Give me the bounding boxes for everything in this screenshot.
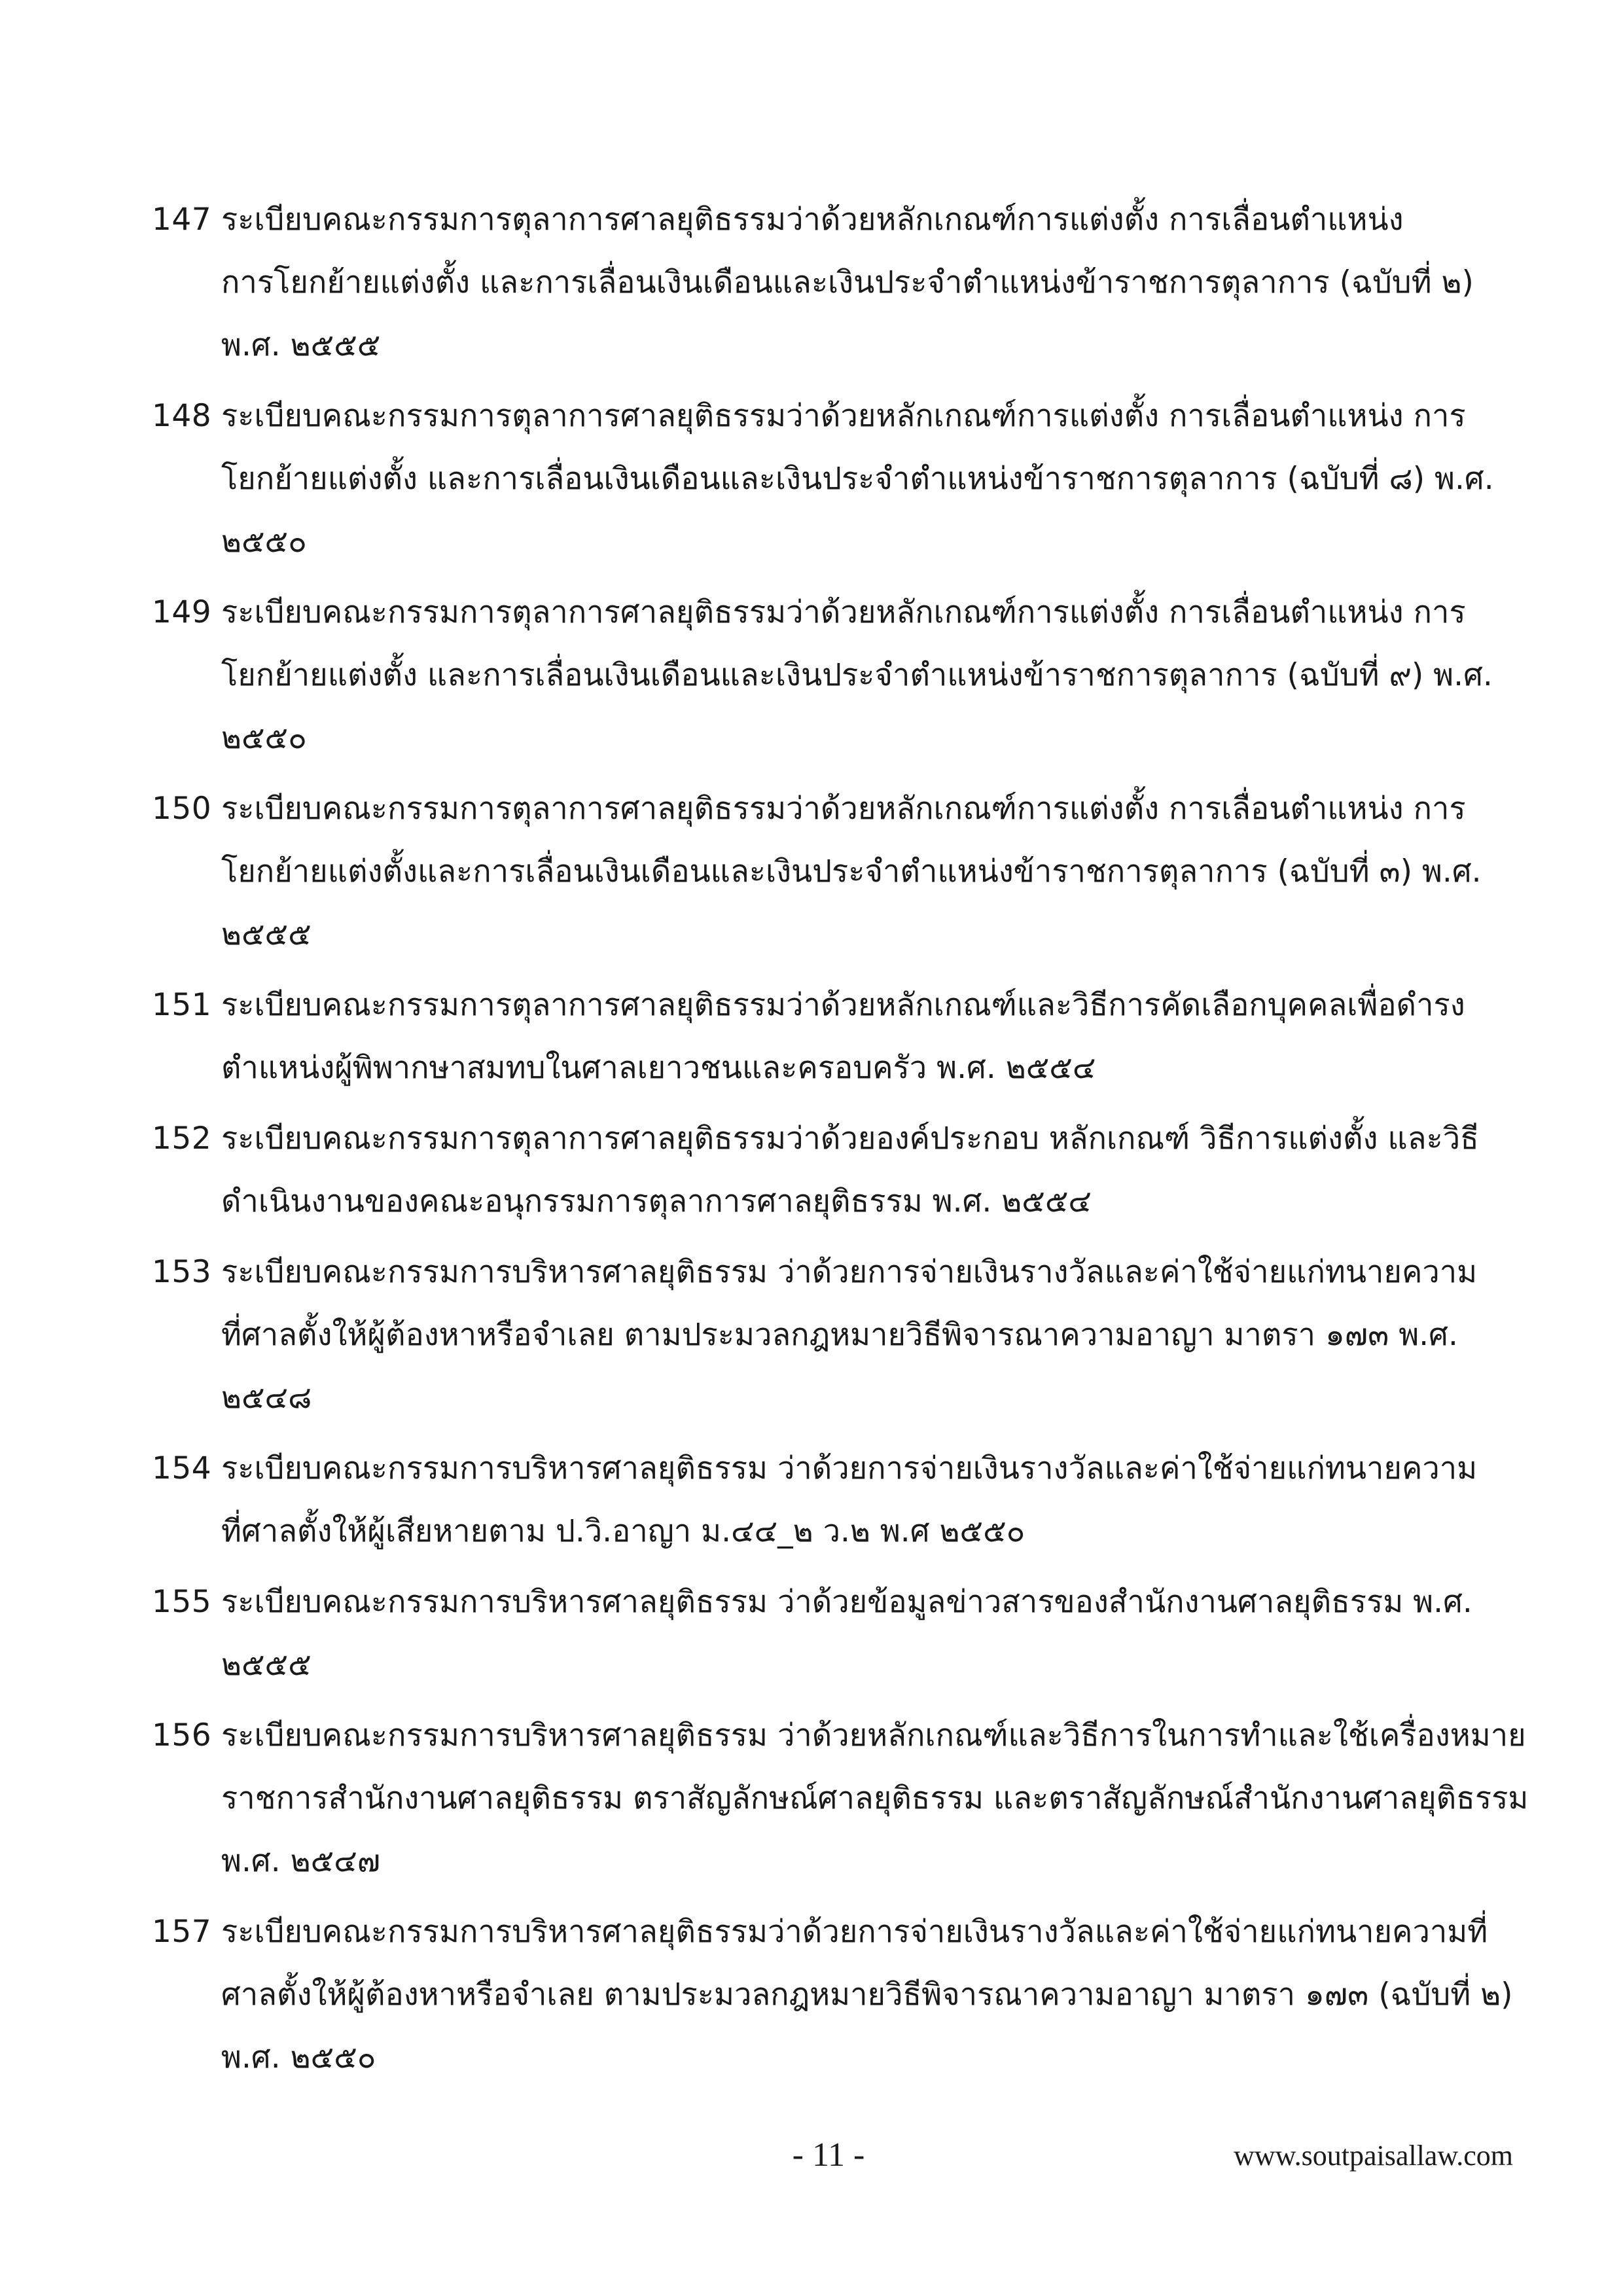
entry-text-line: ๒๕๕๕ — [221, 916, 312, 952]
entry-number: 150 — [152, 791, 212, 827]
entry-text-line: ระเบียบคณะกรรมการบริหารศาลยุติธรรม ว่าด้วยข้อมูลข่าวสารของสำนักงานศาลยุติธรรม พ.ศ. — [221, 1584, 1472, 1620]
entry-text-line: โยกย้ายแต่งตั้ง และการเลื่อนเงินเดือนและเงินประจำตำแหน่งข้าราชการตุลาการ (ฉบับที่ ๘) พ.ศ. — [221, 461, 1494, 497]
entry-text-line: ระเบียบคณะกรรมการตุลาการศาลยุติธรรมว่าด้วยหลักเกณฑ์การแต่งตั้ง การเลื่อนตำแหน่ง การ — [221, 594, 1466, 630]
entry-text — [221, 778, 1513, 966]
entry-text-line: ศาลตั้งให้ผู้ต้องหาหรือจำเลย ตามประมวลกฎหมายวิธีพิจารณาความอาญา มาตรา ๑๗๓ (ฉบับที่ ๒) — [221, 1977, 1513, 2013]
entry-text-line: ราชการสำนักงานศาลยุติธรรม ตราสัญลักษณ์ศาลยุติธรรม และตราสัญลักษณ์สำนักงานศาลยุติธรรม — [221, 1780, 1529, 1816]
regulation-entry — [152, 974, 1513, 1100]
entry-text-line: การโยกย้ายแต่งตั้ง และการเลื่อนเงินเดือนและเงินประจำตำแหน่งข้าราชการตุลาการ (ฉบับที่ ๒) — [221, 264, 1474, 300]
entry-text-line: ระเบียบคณะกรรมการตุลาการศาลยุติธรรมว่าด้วยหลักเกณฑ์การแต่งตั้ง การเลื่อนตำแหน่ง — [221, 202, 1404, 238]
entry-text — [221, 1241, 1513, 1429]
entry-number: 153 — [152, 1254, 212, 1290]
entry-text — [221, 1107, 1513, 1233]
entry-text-line: ระเบียบคณะกรรมการบริหารศาลยุติธรรม ว่าด้วยการจ่ายเงินรางวัลและค่าใช้จ่ายแก่ทนายความ — [221, 1254, 1478, 1290]
entry-text-line: โยกย้ายแต่งตั้งและการเลื่อนเงินเดือนและเงินประจำตำแหน่งข้าราชการตุลาการ (ฉบับที่ ๓) พ.ศ. — [221, 853, 1482, 889]
entry-text-line: ระเบียบคณะกรรมการบริหารศาลยุติธรรม ว่าด้วยหลักเกณฑ์และวิธีการในการทำและใช้เครื่องหมาย — [221, 1717, 1526, 1753]
entry-text — [221, 1901, 1513, 2089]
entry-text — [221, 1437, 1513, 1563]
entry-number: 156 — [152, 1717, 212, 1753]
regulation-entry — [152, 1241, 1513, 1429]
page-number: - 11 - — [792, 2136, 865, 2174]
regulation-entry — [152, 1901, 1513, 2089]
regulation-entry — [152, 581, 1513, 770]
entry-text — [221, 974, 1513, 1100]
entry-text-line: ๒๕๕๕ — [221, 1647, 312, 1683]
entry-number: 151 — [152, 987, 212, 1023]
entry-text-line: ระเบียบคณะกรรมการตุลาการศาลยุติธรรมว่าด้วยหลักเกณฑ์การแต่งตั้ง การเลื่อนตำแหน่ง การ — [221, 791, 1466, 827]
entry-text — [221, 188, 1513, 377]
regulation-entry — [152, 385, 1513, 573]
entry-text-line: ที่ศาลตั้งให้ผู้ต้องหาหรือจำเลย ตามประมวลกฎหมายวิธีพิจารณาความอาญา มาตรา ๑๗๓ พ.ศ. — [221, 1317, 1458, 1353]
entry-text-line: พ.ศ. ๒๕๔๗ — [221, 1843, 381, 1879]
entry-text-line: ๒๕๕๐ — [221, 524, 307, 560]
entry-text-line: ๒๕๕๐ — [221, 720, 307, 756]
entry-text-line: ระเบียบคณะกรรมการตุลาการศาลยุติธรรมว่าด้วยหลักเกณฑ์การแต่งตั้ง การเลื่อนตำแหน่ง การ — [221, 398, 1466, 434]
entry-text-line: พ.ศ. ๒๕๕๐ — [221, 2039, 376, 2075]
regulation-entry — [152, 1107, 1513, 1233]
regulation-list — [152, 188, 1529, 2097]
entry-text — [221, 581, 1513, 770]
entry-text — [221, 385, 1513, 573]
entry-number: 148 — [152, 398, 212, 434]
regulation-entry — [152, 188, 1513, 377]
entry-text-line: ระเบียบคณะกรรมการบริหารศาลยุติธรรมว่าด้วยการจ่ายเงินรางวัลและค่าใช้จ่ายแก่ทนายความที่ — [221, 1914, 1488, 1950]
entry-text-line: ดำเนินงานของคณะอนุกรรมการตุลาการศาลยุติธรรม พ.ศ. ๒๕๕๔ — [221, 1183, 1092, 1219]
regulation-entry — [152, 1571, 1513, 1696]
entry-number: 152 — [152, 1121, 212, 1157]
entry-number: 157 — [152, 1914, 212, 1950]
entry-text-line: ตำแหน่งผู้พิพากษาสมทบในศาลเยาวชนและครอบครัว พ.ศ. ๒๕๕๔ — [221, 1050, 1096, 1086]
entry-text-line: ระเบียบคณะกรรมการตุลาการศาลยุติธรรมว่าด้วยองค์ประกอบ หลักเกณฑ์ วิธีการแต่งตั้ง และวิธี — [221, 1121, 1479, 1157]
entry-text — [221, 1704, 1528, 1893]
website-url: www.soutpaisallaw.com — [1234, 2140, 1513, 2172]
entry-text-line: ระเบียบคณะกรรมการตุลาการศาลยุติธรรมว่าด้วยหลักเกณฑ์และวิธีการคัดเลือกบุคคลเพื่อดำรง — [221, 987, 1465, 1023]
regulation-entry — [152, 1437, 1513, 1563]
entry-number: 147 — [152, 202, 212, 238]
entry-number: 149 — [152, 594, 212, 630]
entry-text-line: พ.ศ. ๒๕๕๕ — [221, 327, 381, 363]
entry-text-line: โยกย้ายแต่งตั้ง และการเลื่อนเงินเดือนและเงินประจำตำแหน่งข้าราชการตุลาการ (ฉบับที่ ๙) พ.ศ. — [221, 657, 1493, 693]
entry-text-line: ระเบียบคณะกรรมการบริหารศาลยุติธรรม ว่าด้วยการจ่ายเงินรางวัลและค่าใช้จ่ายแก่ทนายความ — [221, 1450, 1478, 1486]
regulation-entry — [152, 1704, 1529, 1893]
entry-text-line: ๒๕๔๘ — [221, 1380, 312, 1416]
entry-text — [221, 1571, 1513, 1696]
entry-number: 155 — [152, 1584, 212, 1620]
entry-text-line: ที่ศาลตั้งให้ผู้เสียหายตาม ป.วิ.อาญา ม.๔๔_๒ ว.๒ พ.ศ ๒๕๕๐ — [221, 1513, 1026, 1549]
entry-number: 154 — [152, 1450, 212, 1486]
regulation-entry — [152, 778, 1513, 966]
